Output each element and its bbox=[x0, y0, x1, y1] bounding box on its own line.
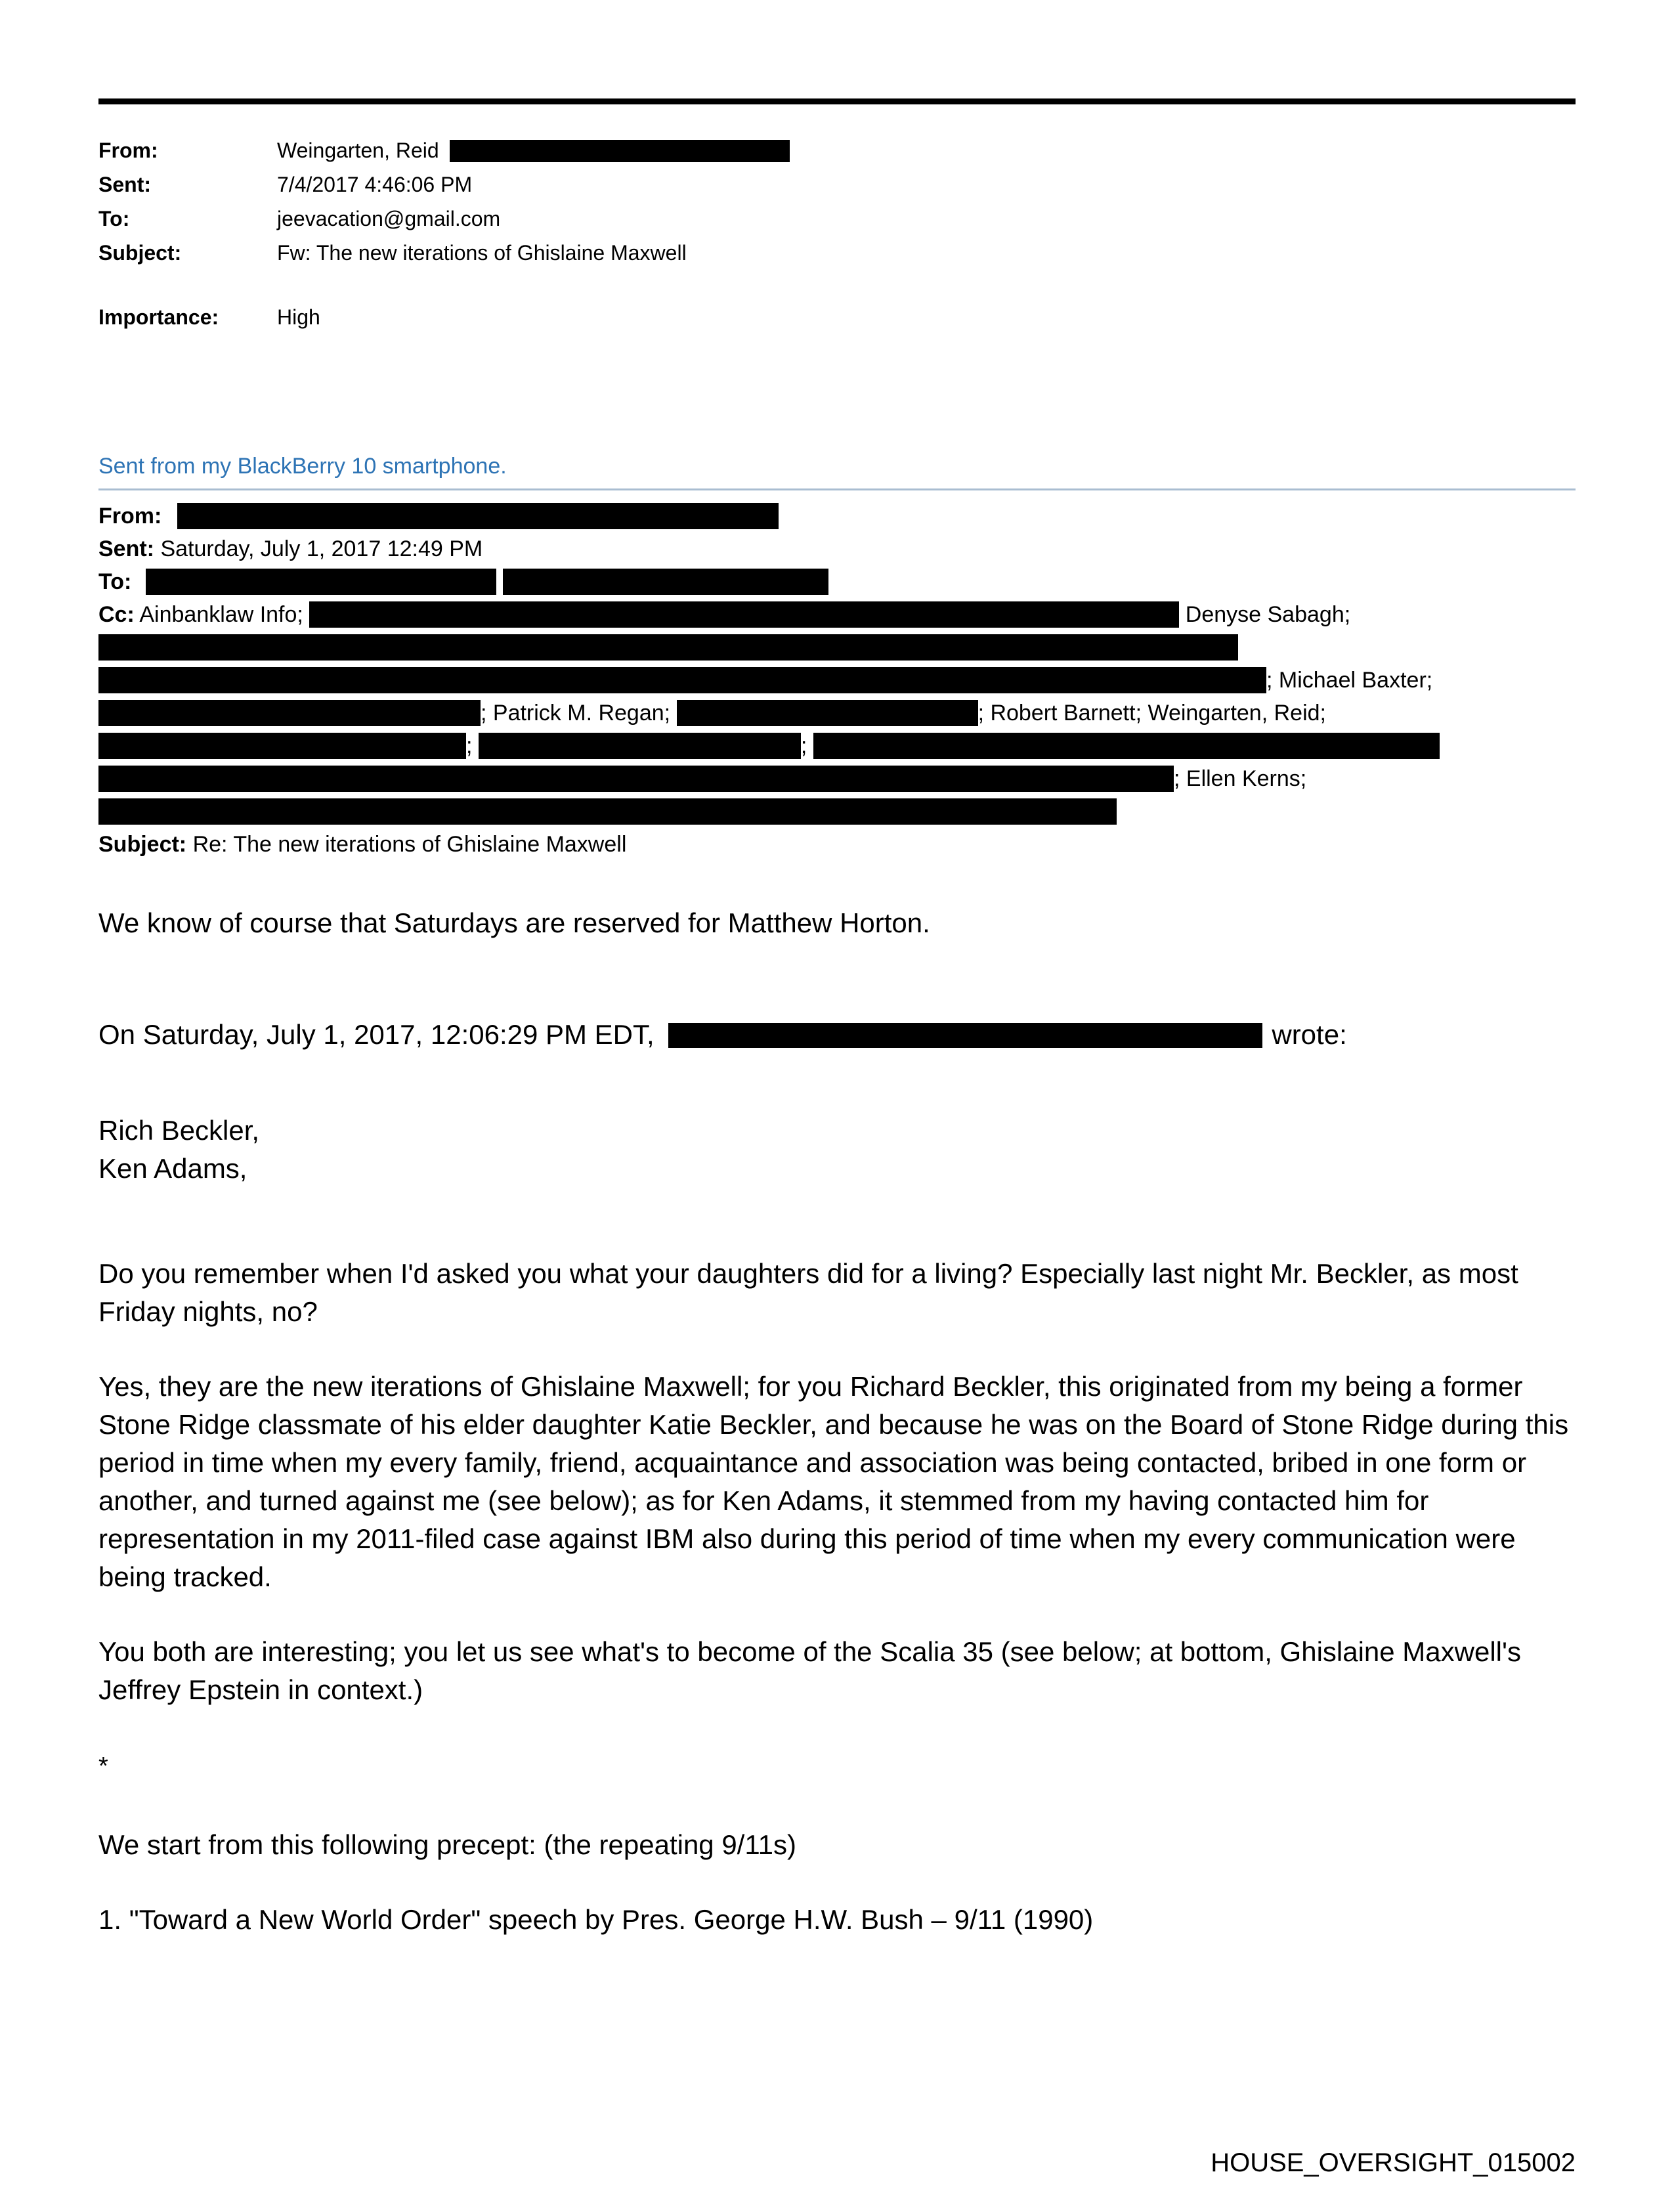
top-rule bbox=[98, 98, 1576, 104]
quote-intro-post: wrote: bbox=[1272, 1019, 1347, 1050]
cc-separator: ; bbox=[800, 733, 807, 758]
inner-sent-row bbox=[98, 532, 1576, 565]
outer-subject-label: Subject: bbox=[98, 241, 182, 265]
outer-sent-label: Sent: bbox=[98, 173, 151, 196]
body-opening-line: We know of course that Saturdays are reserved for Matthew Horton. bbox=[98, 907, 930, 938]
outer-subject-row bbox=[98, 236, 1576, 270]
body-paragraph: Yes, they are the new iterations of Ghislaine Maxwell; for you Richard Beckler, this originated from my being a former Stone Ridge classmate of his elder daughter Katie Beckler, and because he was on the Board of Stone Ridge during this period in time when my every family, friend, acquaintance and association was being contacted, bribed in one form or another, and turned against me (see below); as for Ken Adams, it stemmed from my having contacted him for representation in my 2011-filed case against IBM also during this period of time when my every communication were being tracked. bbox=[98, 1371, 1569, 1592]
redaction-bar bbox=[98, 667, 1266, 693]
outer-sent-row bbox=[98, 167, 1576, 202]
outer-from-text: Weingarten, Reid bbox=[277, 139, 439, 162]
quote-intro-pre: On Saturday, July 1, 2017, 12:06:29 PM EDT, bbox=[98, 1019, 655, 1050]
cc-separator: ; bbox=[466, 733, 473, 758]
quoted-message-divider bbox=[98, 488, 1576, 490]
precept-line: We start from this following precept: (the repeating 9/11s) bbox=[98, 1829, 796, 1860]
inner-cc-row-3 bbox=[98, 664, 1576, 697]
outer-from-label: From: bbox=[98, 139, 158, 162]
cc-name: Ainbanklaw Info; bbox=[139, 602, 303, 627]
outer-importance-row bbox=[98, 300, 1576, 334]
outer-sent-value: 7/4/2017 4:46:06 PM bbox=[277, 173, 473, 196]
outer-from-row bbox=[98, 133, 1576, 167]
redaction-bar bbox=[309, 601, 1179, 628]
numbered-list-item: 1. "Toward a New World Order" speech by Pres. George H.W. Bush – 9/11 (1990) bbox=[98, 1904, 1094, 1935]
cc-name: ; Robert Barnett; Weingarten, Reid; bbox=[977, 701, 1326, 726]
inner-from-row bbox=[98, 500, 1576, 532]
asterisk-separator: * bbox=[98, 1752, 108, 1780]
salutation-block bbox=[98, 1112, 1576, 1188]
inner-cc-row-6 bbox=[98, 762, 1576, 795]
redaction-bar bbox=[450, 140, 790, 162]
outer-subject-value: Fw: The new iterations of Ghislaine Maxwell bbox=[277, 241, 687, 265]
inner-from-label: From: bbox=[98, 504, 162, 529]
inner-cc-row-5 bbox=[98, 729, 1576, 762]
salutation-line: Rich Beckler, bbox=[98, 1115, 260, 1146]
inner-subject-value: Re: The new iterations of Ghislaine Maxwell bbox=[192, 832, 627, 857]
redaction-bar bbox=[98, 733, 466, 759]
inner-sent-label: Sent: bbox=[98, 536, 154, 561]
redaction-bar bbox=[98, 798, 1117, 825]
redaction-bar bbox=[503, 569, 828, 595]
inner-email-header bbox=[98, 500, 1576, 861]
inner-sent-value: Saturday, July 1, 2017 12:49 PM bbox=[160, 536, 483, 561]
inner-cc-row-1 bbox=[98, 598, 1576, 631]
inner-to-row bbox=[98, 565, 1576, 598]
bates-number: HOUSE_OVERSIGHT_015002 bbox=[1211, 2148, 1576, 2177]
outer-email-header bbox=[98, 133, 1576, 334]
redaction-bar bbox=[98, 766, 1174, 792]
inner-cc-row-2 bbox=[98, 631, 1576, 664]
outer-importance-value: High bbox=[277, 305, 320, 329]
redaction-bar bbox=[146, 569, 496, 595]
redaction-bar bbox=[813, 733, 1440, 759]
inner-cc-row-4 bbox=[98, 697, 1576, 729]
redaction-bar bbox=[677, 700, 978, 726]
outer-from-value bbox=[277, 133, 790, 167]
inner-subject-row bbox=[98, 828, 1576, 861]
outer-to-label: To: bbox=[98, 207, 130, 230]
body-paragraph: You both are interesting; you let us see what's to become of the Scalia 35 (see below; at bottom, Ghislaine Maxwell's Jeffrey Epstein in context.) bbox=[98, 1636, 1522, 1705]
outer-to-value: jeevacation@gmail.com bbox=[277, 207, 501, 230]
redaction-bar bbox=[98, 634, 1238, 661]
cc-name: ; Michael Baxter; bbox=[1266, 668, 1433, 693]
cc-name: ; Ellen Kerns; bbox=[1174, 766, 1307, 791]
redaction-bar bbox=[668, 1023, 1262, 1048]
cc-name: Denyse Sabagh; bbox=[1185, 602, 1351, 627]
blackberry-signature: Sent from my BlackBerry 10 smartphone. bbox=[98, 454, 507, 479]
inner-cc-label: Cc: bbox=[98, 602, 135, 627]
redaction-bar bbox=[479, 733, 801, 759]
outer-importance-label: Importance: bbox=[98, 305, 219, 329]
redaction-bar bbox=[177, 503, 779, 529]
body-paragraph: Do you remember when I'd asked you what your daughters did for a living? Especially last night Mr. Beckler, as most Friday nights, no? bbox=[98, 1258, 1518, 1327]
inner-cc-row-7 bbox=[98, 795, 1576, 828]
email-body bbox=[98, 904, 1576, 1939]
redaction-bar bbox=[98, 700, 481, 726]
salutation-line: Ken Adams, bbox=[98, 1153, 247, 1184]
quote-intro-line bbox=[98, 1016, 1576, 1054]
outer-to-row bbox=[98, 202, 1576, 236]
inner-subject-label: Subject: bbox=[98, 832, 187, 857]
inner-to-label: To: bbox=[98, 569, 132, 594]
cc-name: ; Patrick M. Regan; bbox=[481, 701, 671, 726]
